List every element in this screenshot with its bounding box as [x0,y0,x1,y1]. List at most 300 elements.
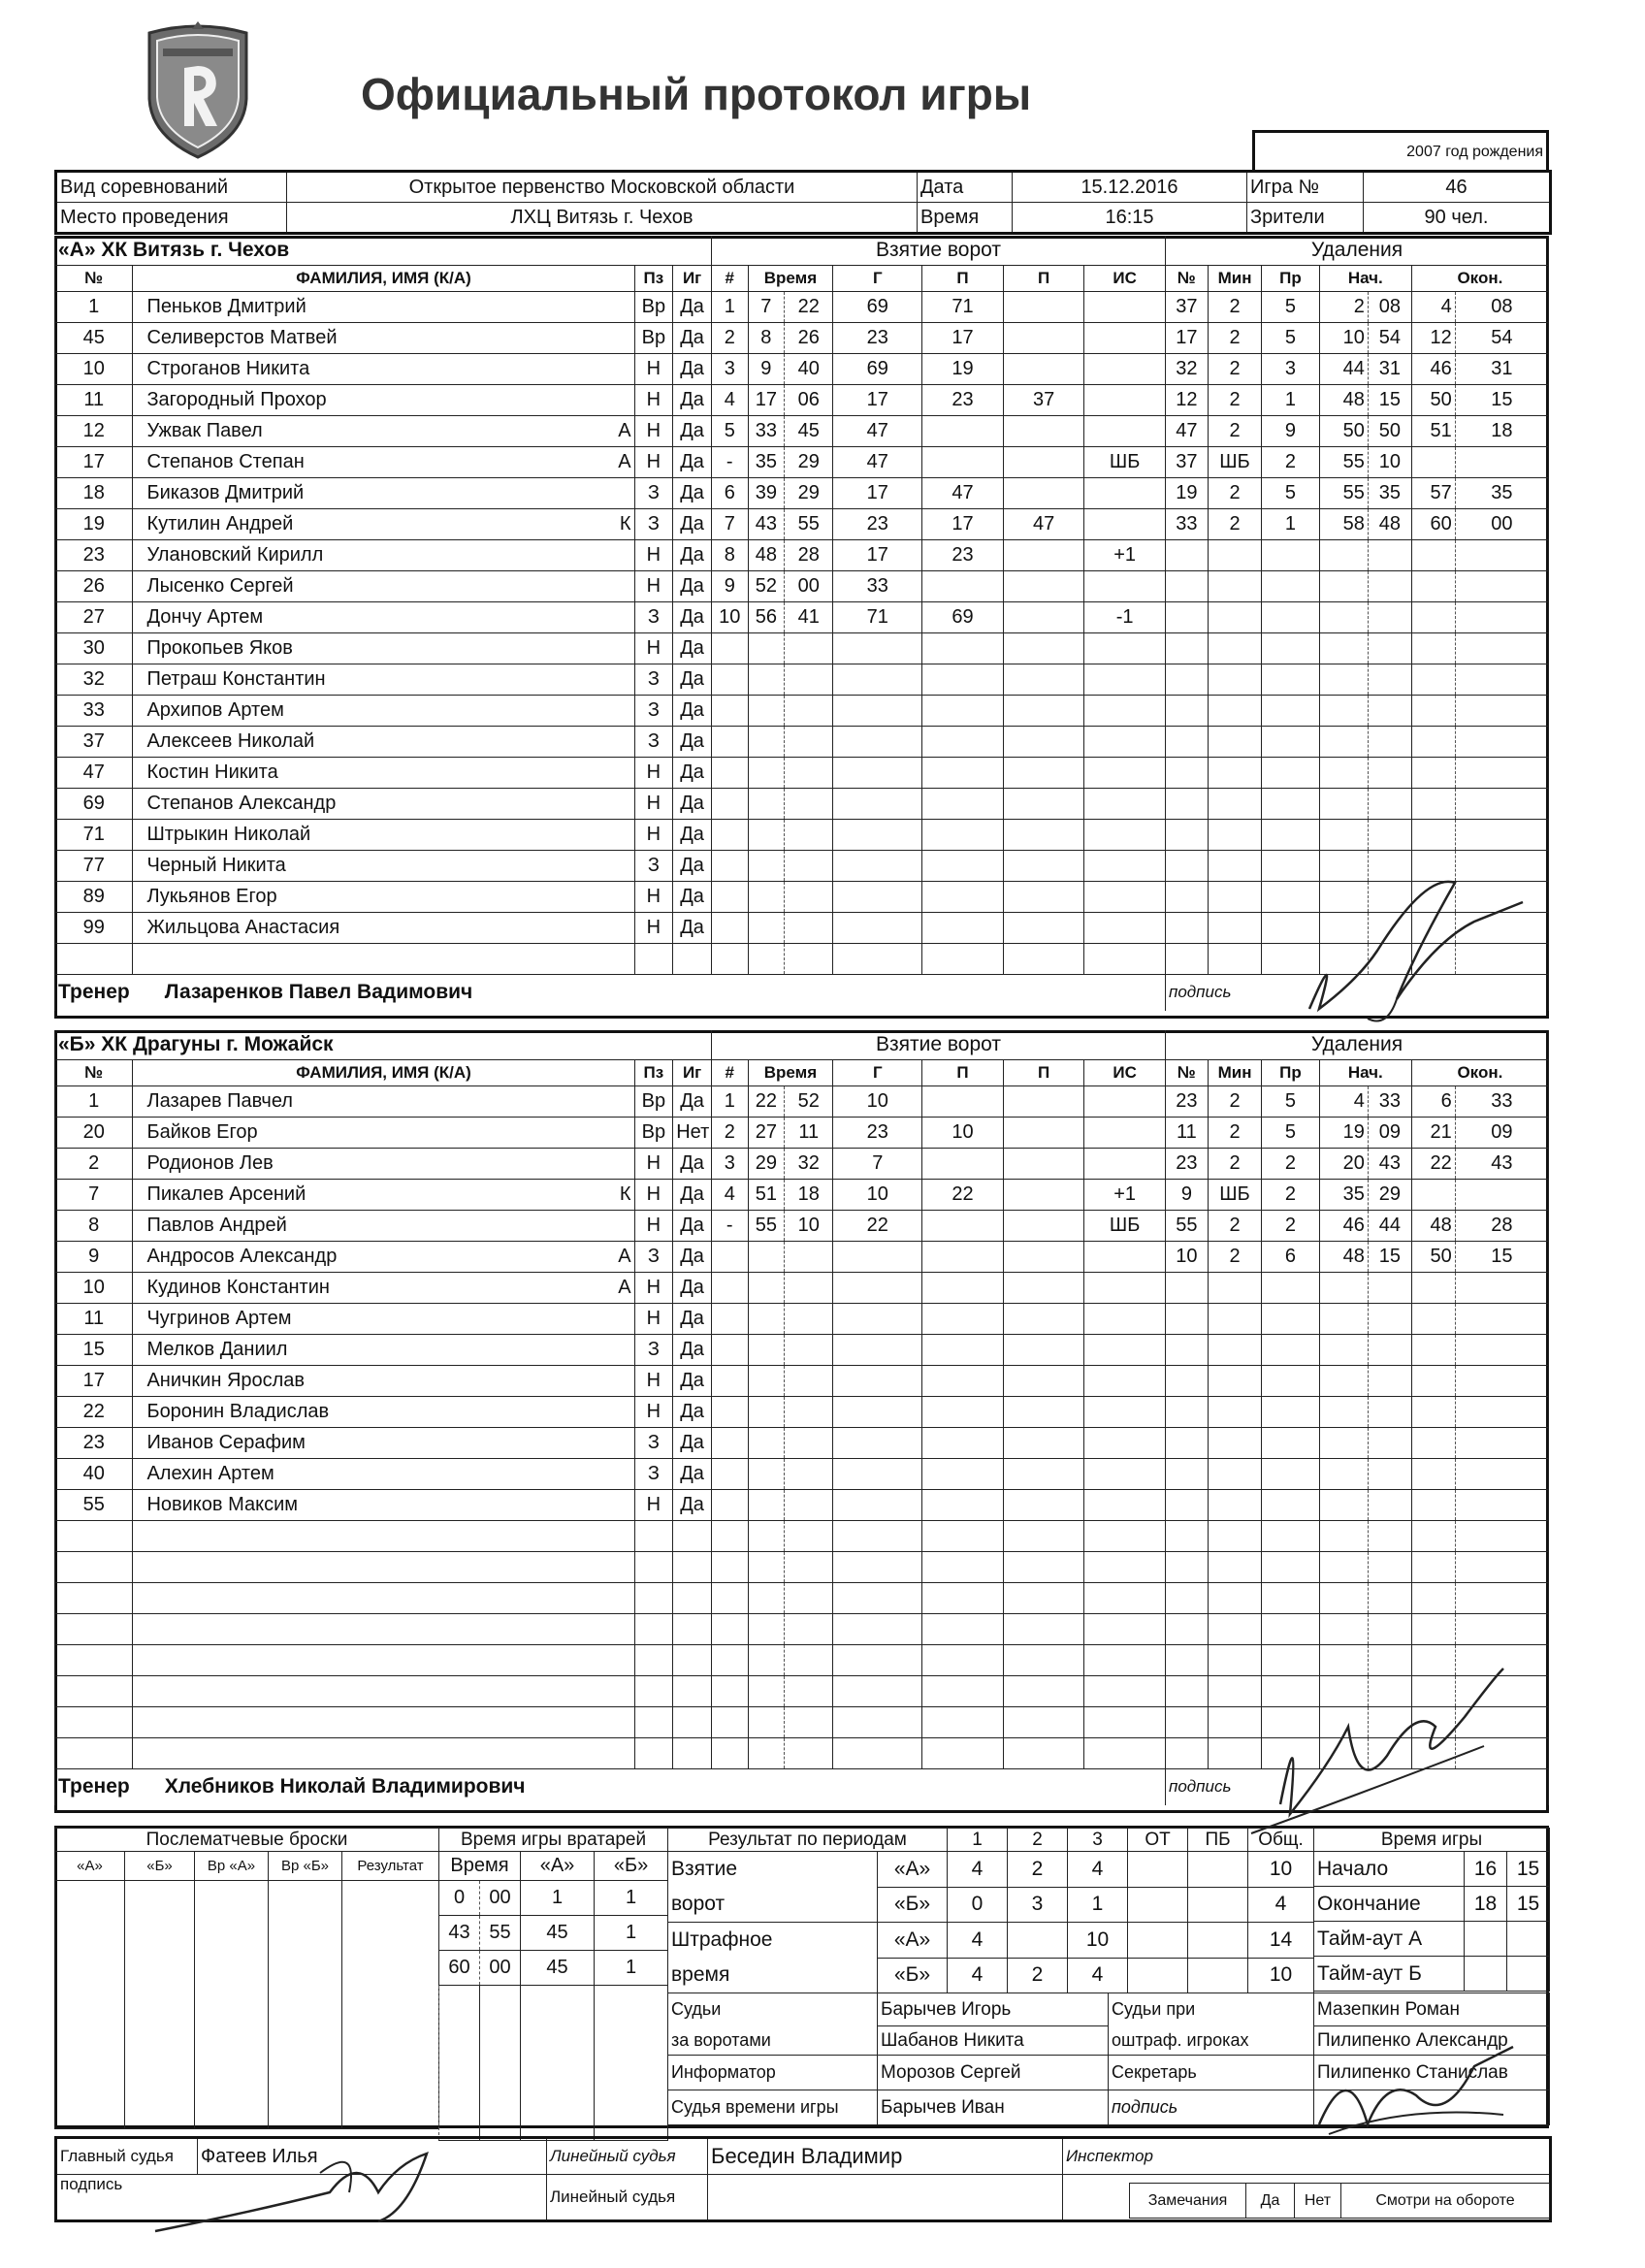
player-played: Да [673,1241,712,1272]
penalty-reason: 2 [1262,1179,1320,1210]
penalty-reason [1262,539,1320,570]
goal-number [711,850,748,881]
penalty-end-second [1455,726,1548,757]
penalty-player: 33 [1165,508,1208,539]
goal-assist-2 [1003,570,1084,601]
goalie-second: 55 [480,1916,521,1951]
penalty-end-second [1455,664,1548,695]
penalty-judges-label-1: Судьи при [1109,1993,1314,2026]
penalty-reason [1262,601,1320,632]
goal-minute [748,1241,785,1272]
penalty-end-second [1455,1520,1548,1551]
goal-scorer [833,881,922,912]
penalty-player: 32 [1165,353,1208,384]
penalty-player [1165,1613,1208,1644]
goals-team-b: «Б» [878,1887,948,1923]
penalty-reason [1262,726,1320,757]
penalty-end-second [1455,757,1548,788]
penalty-player [1165,570,1208,601]
goal-assist-1 [922,1613,1004,1644]
player-position [634,1675,673,1706]
penalty-start-minute [1319,1334,1368,1365]
penalty-start-minute [1319,726,1368,757]
team-b-penalties-header: Удаления [1165,1030,1548,1059]
goal-assist-1 [922,446,1004,477]
goal-situation [1084,819,1166,850]
team-b-col-scorer: Г [833,1059,922,1085]
penalty-start-minute [1319,1396,1368,1427]
goal-number [711,1737,748,1768]
goal-assist-1 [922,1241,1004,1272]
penalty-minutes [1208,1613,1261,1644]
goal-assist-2: 47 [1003,508,1084,539]
penalty-player [1165,943,1208,974]
goal-assist-2 [1003,1489,1084,1520]
pim-team-a: «А» [878,1923,948,1959]
penalty-start-second [1368,1365,1411,1396]
penalty-reason [1262,695,1320,726]
goal-situation [1084,1489,1166,1520]
team-b-row [55,1241,1549,1272]
goal-number: 2 [711,1117,748,1148]
player-number: 10 [55,353,133,384]
penalty-reason [1262,1582,1320,1613]
goal-assist-1: 69 [922,601,1004,632]
penalty-minutes [1208,1582,1261,1613]
penalty-minutes: 2 [1208,291,1261,322]
goal-second: 18 [785,1179,833,1210]
goal-assist-2 [1003,539,1084,570]
team-a-row [55,819,1549,850]
penalty-start-second [1368,1334,1411,1365]
penalty-end-minute [1411,757,1455,788]
penalty-start-second [1368,726,1411,757]
goal-scorer: 47 [833,446,922,477]
player-number: 26 [55,570,133,601]
team-a-row [55,291,1549,322]
goalie-minute: 0 [439,1881,480,1916]
team-a-col-pen-no: № [1165,265,1208,291]
penalty-minutes [1208,570,1261,601]
penalty-end-second [1455,1272,1548,1303]
penalty-start-minute: 48 [1319,1241,1368,1272]
penalty-player: 37 [1165,291,1208,322]
goal-scorer: 23 [833,508,922,539]
shootout-table [54,1828,439,2129]
penalty-end-second [1455,446,1548,477]
goal-situation [1084,1458,1166,1489]
period-col-1: 2 [1008,1829,1068,1852]
player-name [133,1644,634,1675]
goal-second: 06 [785,384,833,415]
spectators-label: Зрители [1247,203,1364,234]
penalty-end-minute: 4 [1411,291,1455,322]
penalty-start-minute [1319,1272,1368,1303]
date: 15.12.2016 [1013,172,1247,203]
goal-number: 10 [711,601,748,632]
goal-number: 1 [711,291,748,322]
player-name [133,943,634,974]
player-name: Штрыкин Николай [133,819,634,850]
penalty-reason [1262,1334,1320,1365]
penalty-start-second [1368,1458,1411,1489]
team-b-row [55,1334,1549,1365]
goals-b-period-1: 3 [1008,1887,1068,1923]
goal-number [711,757,748,788]
player-position: Н [634,570,673,601]
player-position [634,1613,673,1644]
goal-assist-1 [922,1582,1004,1613]
penalty-end-second [1455,539,1548,570]
team-a-row [55,477,1549,508]
goal-number [711,1644,748,1675]
penalty-end-second [1455,1334,1548,1365]
goals-a-period-5: 10 [1248,1852,1314,1888]
penalty-player [1165,1706,1208,1737]
start-minute: 15 [1507,1852,1550,1887]
player-position: Н [634,912,673,943]
player-number: 15 [55,1334,133,1365]
goal-assist-1 [922,1272,1004,1303]
goal-assist-2 [1003,1396,1084,1427]
goal-assist-2 [1003,912,1084,943]
game-time-title: Время игры [1314,1829,1550,1852]
penalty-end-second [1455,819,1548,850]
player-position: Н [634,446,673,477]
penalty-end-second [1455,1458,1548,1489]
pim-b-period-5: 10 [1248,1958,1314,1993]
goal-number: 4 [711,384,748,415]
goalie-row [439,1881,668,1916]
goal-second [785,1365,833,1396]
competition: Открытое первенство Московской области [287,172,918,203]
penalty-start-minute [1319,632,1368,664]
goal-second: 41 [785,601,833,632]
goalie-row [439,1916,668,1951]
goal-situation: +1 [1084,539,1166,570]
player-name: Жильцова Анастасия [133,912,634,943]
penalty-start-minute: 55 [1319,477,1368,508]
player-number: 20 [55,1117,133,1148]
player-position: Н [634,1365,673,1396]
penalty-minutes [1208,601,1261,632]
player-number: 37 [55,726,133,757]
penalty-player [1165,1427,1208,1458]
goal-second [785,757,833,788]
player-played [673,1551,712,1582]
goal-scorer: 10 [833,1085,922,1117]
goal-scorer [833,850,922,881]
team-b-col-pz: Пз [634,1059,673,1085]
goal-minute: 48 [748,539,785,570]
team-a-coach-name: Лазаренков Павел Вадимович [164,981,473,1004]
penalty-minutes: 2 [1208,1148,1261,1179]
player-position: З [634,726,673,757]
goal-number: 9 [711,570,748,601]
penalty-start-minute [1319,1582,1368,1613]
player-number: 77 [55,850,133,881]
penalty-end-minute [1411,1303,1455,1334]
timekeeper: Барычев Иван [878,2090,1109,2125]
penalty-start-minute [1319,1365,1368,1396]
penalty-start-minute [1319,695,1368,726]
goal-situation [1084,726,1166,757]
goal-assist-2 [1003,1551,1084,1582]
penalty-minutes [1208,726,1261,757]
penalty-minutes [1208,1365,1261,1396]
goal-scorer: 17 [833,477,922,508]
player-position [634,943,673,974]
signature-coach-b [1242,1649,1532,1843]
goal-scorer [833,632,922,664]
player-position: Вр [634,291,673,322]
goal-number: 5 [711,415,748,446]
penalty-end-minute [1411,726,1455,757]
chief-ref: Фатеев Илья [198,2138,547,2175]
goal-scorer [833,1272,922,1303]
timeout-a-label: Тайм-аут А [1314,1922,1465,1957]
goal-assist-1 [922,850,1004,881]
player-played: Да [673,788,712,819]
goals-a-period-1: 2 [1008,1852,1068,1888]
goal-number [711,632,748,664]
goal-assist-2 [1003,353,1084,384]
signature-secretary [1309,2037,1523,2144]
penalty-player [1165,757,1208,788]
player-played: Да [673,850,712,881]
goal-assist-2 [1003,1737,1084,1768]
goals-b-period-3 [1128,1887,1188,1923]
player-name [133,1551,634,1582]
goal-situation: ШБ [1084,446,1166,477]
team-a-penalties-header: Удаления [1165,236,1548,265]
goal-scorer [833,1520,922,1551]
goal-scorer [833,1551,922,1582]
player-name [133,1737,634,1768]
goalie-a: 45 [521,1916,595,1951]
player-role: А [618,419,631,441]
goal-second [785,664,833,695]
penalty-end-minute [1411,1551,1455,1582]
goal-second: 40 [785,353,833,384]
team-a-row [55,322,1549,353]
goal-minute: 56 [748,601,785,632]
goal-situation [1084,1427,1166,1458]
penalty-start-minute: 19 [1319,1117,1368,1148]
penalty-end-minute [1411,570,1455,601]
goal-assist-2 [1003,850,1084,881]
goal-assist-1: 71 [922,291,1004,322]
penalty-start-second: 33 [1368,1085,1411,1117]
player-played: Да [673,1458,712,1489]
informer: Морозов Сергей [878,2056,1109,2090]
remarks-no[interactable]: Нет [1295,2184,1341,2219]
player-played [673,1706,712,1737]
end-minute: 15 [1507,1887,1550,1922]
player-played [673,1737,712,1768]
goal-situation [1084,1148,1166,1179]
penalty-start-minute: 50 [1319,415,1368,446]
player-played: Да [673,1148,712,1179]
player-number: 11 [55,1303,133,1334]
penalty-end-minute [1411,1582,1455,1613]
goal-minute [748,850,785,881]
penalty-start-second [1368,695,1411,726]
goal-situation [1084,1613,1166,1644]
penalty-end-minute: 50 [1411,384,1455,415]
penalty-start-second [1368,1489,1411,1520]
penalty-reason: 1 [1262,384,1320,415]
goal-second [785,1334,833,1365]
player-number: 10 [55,1272,133,1303]
goal-number: - [711,1210,748,1241]
goalie-minute: 43 [439,1916,480,1951]
secretary-label: Секретарь [1109,2056,1314,2090]
player-played: Да [673,446,712,477]
player-name: Лукьянов Егор [133,881,634,912]
goal-scorer [833,726,922,757]
penalty-player [1165,1303,1208,1334]
penalty-start-second: 08 [1368,291,1411,322]
goal-situation [1084,664,1166,695]
goalie-a: 1 [521,1881,595,1916]
venue: ЛХЦ Витязь г. Чехов [287,203,918,234]
player-number: 40 [55,1458,133,1489]
penalty-end-minute [1411,1489,1455,1520]
team-b-row [55,1520,1549,1551]
team-b-goals-header: Взятие ворот [711,1030,1165,1059]
player-played: Да [673,1210,712,1241]
player-position: Н [634,1489,673,1520]
shootout-col-1: «Б» [125,1852,195,1881]
goal-second: 00 [785,570,833,601]
game-info-table [54,170,1552,235]
penalty-reason [1262,1520,1320,1551]
goal-number [711,1396,748,1427]
goal-second [785,881,833,912]
penalty-start-second [1368,1272,1411,1303]
goal-second: 55 [785,508,833,539]
penalty-end-minute [1411,1613,1455,1644]
goal-assist-1: 10 [922,1117,1004,1148]
goal-assist-1 [922,1210,1004,1241]
goal-assist-2 [1003,1148,1084,1179]
goal-minute [748,1613,785,1644]
goal-assist-2 [1003,881,1084,912]
player-position: Вр [634,1085,673,1117]
goal-second [785,1458,833,1489]
team-b-col-goal-no: # [711,1059,748,1085]
penalty-end-second: 09 [1455,1117,1548,1148]
player-position: Н [634,757,673,788]
goal-assist-2 [1003,1117,1084,1148]
pim-label-1: Штрафное [671,1928,773,1951]
player-played: Да [673,384,712,415]
goal-second [785,1427,833,1458]
player-number [55,943,133,974]
goal-assist-2 [1003,1303,1084,1334]
player-played [673,1613,712,1644]
penalty-minutes [1208,1272,1261,1303]
player-number [55,1675,133,1706]
penalty-end-minute: 22 [1411,1148,1455,1179]
page-title: Официальный протокол игры [361,69,1032,119]
penalty-end-minute [1411,1396,1455,1427]
penalty-minutes [1208,757,1261,788]
team-b-row [55,1085,1549,1117]
date-label: Дата [918,172,1013,203]
team-b-col-assist-2: П [1003,1059,1084,1085]
team-a-row [55,601,1549,632]
penalty-minutes [1208,539,1261,570]
linesman-label-2: Линейный судья [547,2175,708,2221]
goal-assist-1: 47 [922,477,1004,508]
player-name: Иванов Серафим [133,1427,634,1458]
player-name: Степанов Александр [133,788,634,819]
penalty-minutes: 2 [1208,477,1261,508]
player-position: З [634,695,673,726]
player-number: 99 [55,912,133,943]
goal-assist-1 [922,1427,1004,1458]
goal-assist-2 [1003,291,1084,322]
team-b-row [55,1117,1549,1148]
penalty-start-minute: 55 [1319,446,1368,477]
team-a-coach [55,974,1166,1011]
goal-situation [1084,1365,1166,1396]
goals-label-1: Взятие [671,1858,738,1880]
goal-assist-1 [922,881,1004,912]
penalty-end-minute: 12 [1411,322,1455,353]
player-played: Нет [673,1117,712,1148]
player-name: Ужвак Павел А [133,415,634,446]
goal-number: 2 [711,322,748,353]
penalty-end-second [1455,1582,1548,1613]
goal-scorer: 69 [833,353,922,384]
pim-a-period-4 [1188,1923,1248,1959]
penalty-end-second: 54 [1455,322,1548,353]
goal-second [785,1489,833,1520]
player-played: Да [673,291,712,322]
penalty-end-minute [1411,446,1455,477]
remarks-yes[interactable]: Да [1246,2184,1295,2219]
penalty-minutes [1208,1551,1261,1582]
time: 16:15 [1013,203,1247,234]
goal-number [711,943,748,974]
goal-scorer [833,1241,922,1272]
goal-assist-2: 37 [1003,384,1084,415]
goal-minute [748,1396,785,1427]
penalty-reason: 2 [1262,446,1320,477]
goal-number [711,881,748,912]
goal-number: 1 [711,1085,748,1117]
team-b-col-ig: Иг [673,1059,712,1085]
period-col-3: ОТ [1128,1829,1188,1852]
penalty-end-minute: 60 [1411,508,1455,539]
player-name: Черный Никита [133,850,634,881]
penalty-reason [1262,1396,1320,1427]
team-a-col-situation: ИС [1084,265,1166,291]
penalty-reason: 5 [1262,1117,1320,1148]
goal-assist-1 [922,1303,1004,1334]
pim-a-period-5: 14 [1248,1923,1314,1959]
goal-assist-1 [922,570,1004,601]
period-results-title: Результат по периодам [668,1829,948,1852]
penalty-start-second: 54 [1368,322,1411,353]
player-position: З [634,1458,673,1489]
player-played: Да [673,757,712,788]
player-played: Да [673,539,712,570]
goal-minute [748,788,785,819]
